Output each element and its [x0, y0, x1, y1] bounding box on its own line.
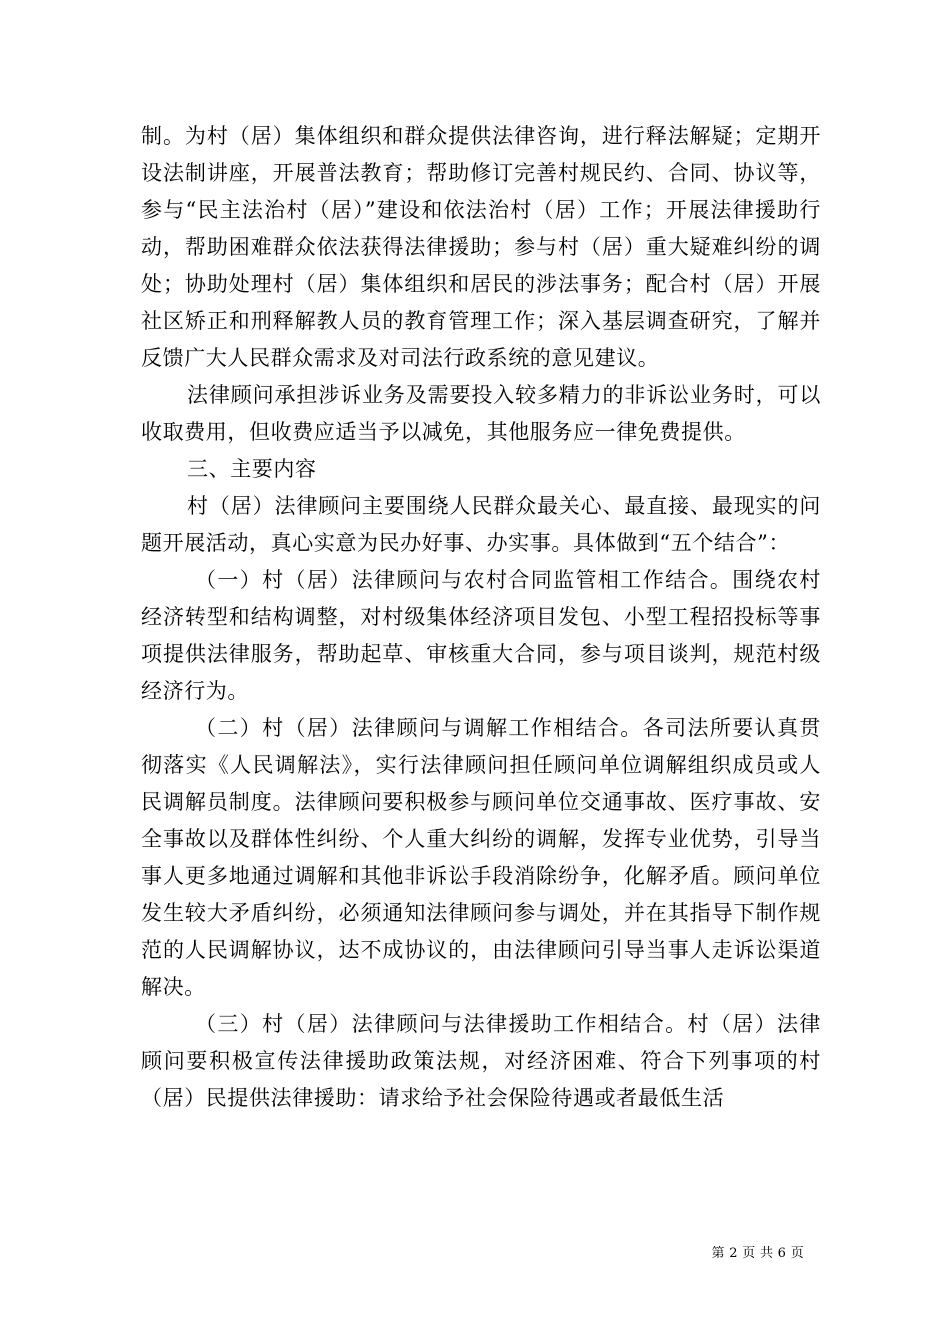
page-number-footer: 第 2 页 共 6 页 — [711, 1246, 804, 1261]
document-body — [141, 118, 821, 1117]
paragraph-continuation-duties: 制。为村（居）集体组织和群众提供法律咨询，进行释法解疑；定期开设法制讲座，开展普法教育；帮助修订完善村规民约、合同、协议等，参与“民主法治村（居）”建设和依法治村（居）工作；开展法律援助行动，帮助困难群众依法获得法律援助；参与村（居）重大疑难纠纷的调处；协助处理村（居）集体组织和居民的涉法事务；配合村（居）开展社区矫正和刑释解教人员的教育管理工作；深入基层调查研究，了解并反馈广大人民群众需求及对司法行政系统的意见建议。 — [141, 124, 821, 370]
paragraph-item-1-contract-supervision: （一）村（居）法律顾问与农村合同监管相工作结合。围绕农村经济转型和结构调整，对村级集体经济项目发包、小型工程招投标等事项提供法律服务，帮助起草、审核重大合同，参与项目谈判，规范村级经济行为。 — [141, 568, 821, 703]
paragraph-main-content-intro: 村（居）法律顾问主要围绕人民群众最关心、最直接、最现实的问题开展活动，真心实意为民办好事、办实事。具体做到“五个结合”： — [141, 494, 821, 555]
paragraph-item-2-mediation: （二）村（居）法律顾问与调解工作相结合。各司法所要认真贯彻落实《人民调解法》，实行法律顾问担任顾问单位调解组织成员或人民调解员制度。法律顾问要积极参与顾问单位交通事故、医疗事故、安全事故以及群体性纠纷、个人重大纠纷的调解，发挥专业优势，引导当事人更多地通过调解和其他非诉讼手段消除纷争，化解矛盾。顾问单位发生较大矛盾纠纷，必须通知法律顾问参与调处，并在其指导下制作规范的人民调解协议，达不成协议的，由法律顾问引导当事人走诉讼渠道解决。 — [141, 716, 821, 999]
paragraph-fees: 法律顾问承担涉诉业务及需要投入较多精力的非诉讼业务时，可以收取费用，但收费应适当予以减免，其他服务应一律免费提供。 — [141, 383, 821, 444]
paragraph-item-3-legal-aid: （三）村（居）法律顾问与法律援助工作相结合。村（居）法律顾问要积极宣传法律援助政策法规，对经济困难、符合下列事项的村（居）民提供法律援助：请求给予社会保险待遇或者最低生活 — [141, 1012, 821, 1110]
section-heading-main-content: 三、主要内容 — [187, 457, 317, 481]
